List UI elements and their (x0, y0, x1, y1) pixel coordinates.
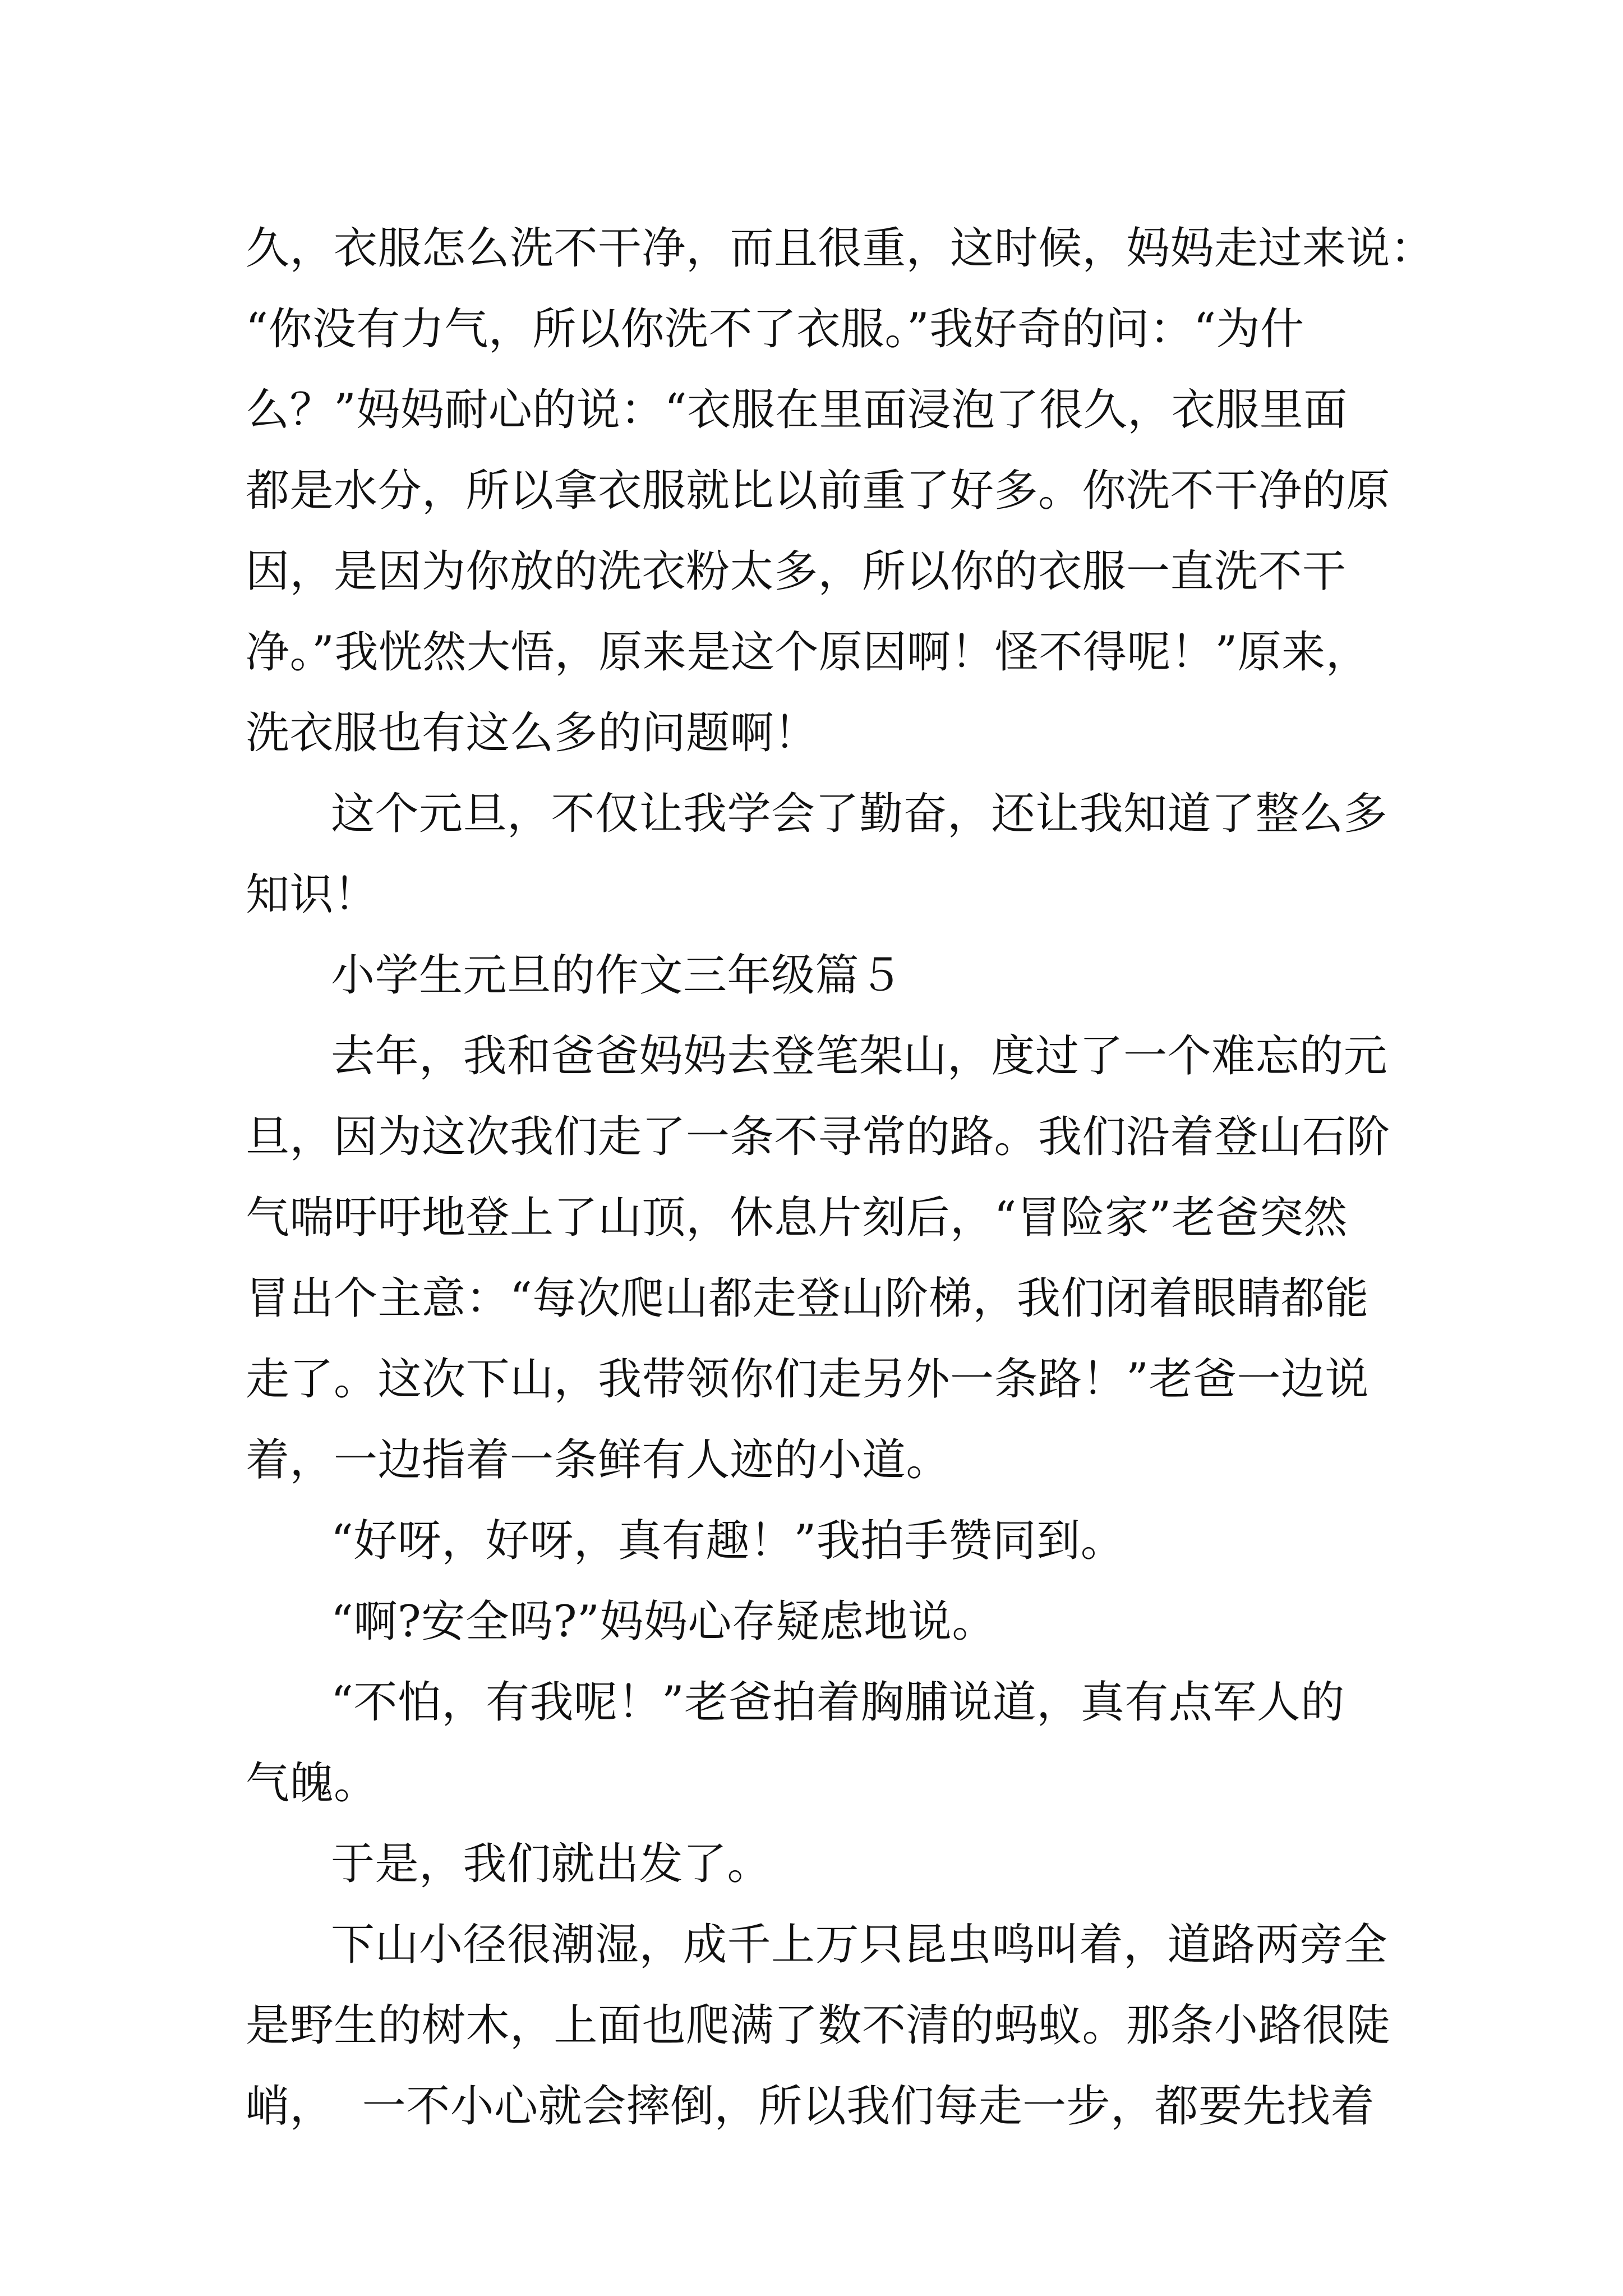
paragraph-line: 峭， 一不小心就会摔倒，所以我们每走一步，都要先找着 (246, 2081, 1375, 2132)
paragraph-line: 知识！ (246, 869, 378, 920)
paragraph-line: 净。”我恍然大悟，原来是这个原因啊！怪不得呢！”原来， (246, 627, 1370, 678)
paragraph-line: “不怕，有我呢！”老爸拍着胸脯说道，真有点军人的 (331, 1677, 1345, 1728)
paragraph-line: 因，是因为你放的洗衣粉太多，所以你的衣服一直洗不干 (246, 546, 1347, 597)
paragraph-line: 着，一边指着一条鲜有人迹的小道。 (246, 1435, 951, 1485)
paragraph-line: 走了。这次下山，我带领你们走另外一条路！”老爸一边说 (246, 1354, 1369, 1405)
paragraph-line: 都是水分，所以拿衣服就比以前重了好多。你洗不干净的原 (246, 466, 1391, 516)
paragraph-line: 于是，我们就出发了。 (331, 1839, 772, 1889)
paragraph-line: 气魄。 (246, 1758, 378, 1809)
section-heading: 小学生元旦的作文三年级篇５ (331, 950, 903, 1001)
paragraph-line: 冒出个主意：“每次爬山都走登山阶梯，我们闭着眼睛都能 (246, 1273, 1369, 1324)
paragraph-line: 么？”妈妈耐心的说：“衣服在里面浸泡了很久，衣服里面 (246, 385, 1348, 435)
paragraph-line: 气喘吁吁地登上了山顶，休息片刻后，“冒险家”老爸突然 (246, 1193, 1348, 1243)
paragraph-line: 洗衣服也有这么多的问题啊！ (246, 708, 818, 758)
paragraph-line: 旦，因为这次我们走了一条不寻常的路。我们沿着登山石阶 (246, 1112, 1391, 1162)
document-body (246, 208, 1435, 2147)
paragraph-line: 去年，我和爸爸妈妈去登笔架山，度过了一个难忘的元 (331, 1031, 1388, 1082)
paragraph-line: 这个元旦，不仅让我学会了勤奋，还让我知道了整么多 (331, 789, 1388, 839)
paragraph-line: 久，衣服怎么洗不干净，而且很重，这时候，妈妈走过来说： (246, 223, 1435, 274)
paragraph-line: 下山小径很潮湿，成千上万只昆虫鸣叫着，道路两旁全 (331, 1920, 1388, 1970)
paragraph-line: “好呀，好呀，真有趣！”我拍手赞同到。 (331, 1516, 1125, 1566)
paragraph-line: “啊?安全吗?”妈妈心存疑虑地说。 (331, 1596, 996, 1647)
paragraph-line: 是野生的树木，上面也爬满了数不清的蚂蚁。那条小路很陡 (246, 2000, 1391, 2051)
paragraph-line: “你没有力气，所以你洗不了衣服。”我好奇的问：“为什 (246, 304, 1304, 355)
